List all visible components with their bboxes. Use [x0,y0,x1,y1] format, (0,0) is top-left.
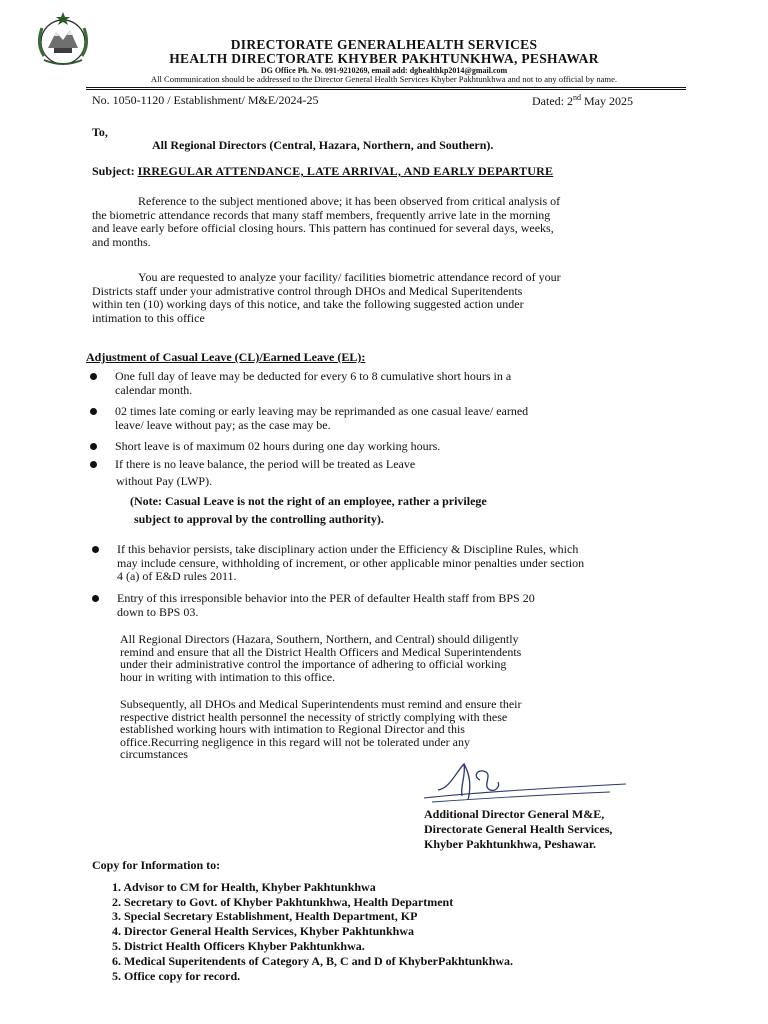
signatory-line-3: Khyber Pakhtunkhwa, Peshawar. [424,837,597,851]
list-item: 1. Advisor to CM for Health, Khyber Pakhtunkhwa [112,880,376,894]
list-item: If there is no leave balance, the period will be treated as Leave without Pay (LWP). [115,457,416,488]
signatory-line-1: Additional Director General M&E, [424,807,605,821]
list-item: 5. Office copy for record. [112,969,241,983]
header-rule-top [86,87,686,88]
bullet-icon [90,373,97,380]
letter-reference-number: No. 1050-1120 / Establishment/ M&E/2024-25 [92,93,319,107]
salutation-to: To, [92,125,108,139]
copy-for-information-title: Copy for Information to: [92,858,221,872]
list-item: Entry of this irresponsible behavior into the PER of defaulter Health staff from BPS 20 down to BPS 03. [117,591,535,619]
list-item: 3. Special Secretary Establishment, Health Department, KP [112,909,418,923]
header-rule-bottom [86,89,686,90]
list-item: One full day of leave may be deducted for every 6 to 8 cumulative short hours in a calendar month. [115,369,512,397]
letter-date: Dated: 2nd May 2025 [532,93,633,108]
section-title-leave-adjustment: Adjustment of Casual Leave (CL)/Earned Leave (EL): [86,350,366,364]
handwritten-signature [420,758,630,808]
paragraph-reference: Reference to the subject mentioned above; it has been observed from critical analysis of the biometric attendance records that many staff members, frequently arrive late in the morning and leave early before official closing hours. This pattern has continued for several days, weeks, and months. [92,194,561,249]
list-item: 2. Secretary to Govt. of Khyber Pakhtunkhwa, Health Department [112,895,454,909]
bullet-icon [92,546,99,553]
letterhead-contact: DG Office Ph. No. 091-9210269, email add: dghealthkp2014@gmail.com [260,66,508,75]
subject-line: Subject: IRREGULAR ATTENDANCE, LATE ARRIVAL, AND EARLY DEPARTURE [92,164,554,178]
list-item: 4. Director General Health Services, Khyber Pakhtunkhwa [112,924,414,938]
bullet-icon [92,595,99,602]
list-item: 02 times late coming or early leaving may be reprimanded as one casual leave/ earned leave/ leave without pay; as the case may be. [115,404,529,432]
paragraph-request: You are requested to analyze your facility/ facilities biometric attendance record of your Districts staff under your admistrative control through DHOs and Medical Superitendents within ten (10) working days of this notice, and take the following suggested action under intimation to this office [92,270,561,325]
note-line-1: (Note: Casual Leave is not the right of an employee, rather a privilege [130,494,487,508]
bullet-icon [90,408,97,415]
note-line-2: subject to approval by the controlling authority). [134,512,384,526]
signatory-line-2: Directorate General Health Services, [424,822,613,836]
list-item: Short leave is of maximum 02 hours during one day working hours. [115,439,441,453]
bullet-icon [90,443,97,450]
addressee: All Regional Directors (Central, Hazara, Northern, and Southern). [152,138,494,152]
subject-text: IRREGULAR ATTENDANCE, LATE ARRIVAL, AND EARLY DEPARTURE [137,164,554,178]
bullet-icon [90,461,97,468]
paragraph-dhos: Subsequently, all DHOs and Medical Superintendents must remind and ensure their respective district health personnel the necessity of strictly complying with these established working hours with intimation to Regional Director and this office.Recurring negligence in this regard will not be tolerated under any circumstances [120,697,522,761]
list-item: If this behavior persists, take disciplinary action under the Efficiency & Discipline Rules, which may include censure, withholding of increment, or other applicable minor penalties under section 4 (a) of E&D rules 2011. [117,542,585,583]
paragraph-regional-directors: All Regional Directors (Hazara, Southern, Northern, and Central) should diligently remind and ensure that all the District Health Officers and Medical Superintendents under their administrative control the importance of adhering to official working hour in writing with intimation to this office. [120,632,522,684]
letterhead-line-1: DIRECTORATE GENERALHEALTH SERVICES [230,37,538,52]
list-item: 5. District Health Officers Khyber Pakhtunkhwa. [112,939,365,953]
list-item: 6. Medical Superitendents of Category A, B, C and D of KhyberPakhtunkhwa. [112,954,514,968]
letterhead-line-2: HEALTH DIRECTORATE KHYBER PAKHTUNKHWA, PESHAWAR [169,51,599,66]
letterhead-notice: All Communication should be addressed to the Director General Health Services Khyber Pakhtunkhwa and not to any official by name. [150,74,618,84]
